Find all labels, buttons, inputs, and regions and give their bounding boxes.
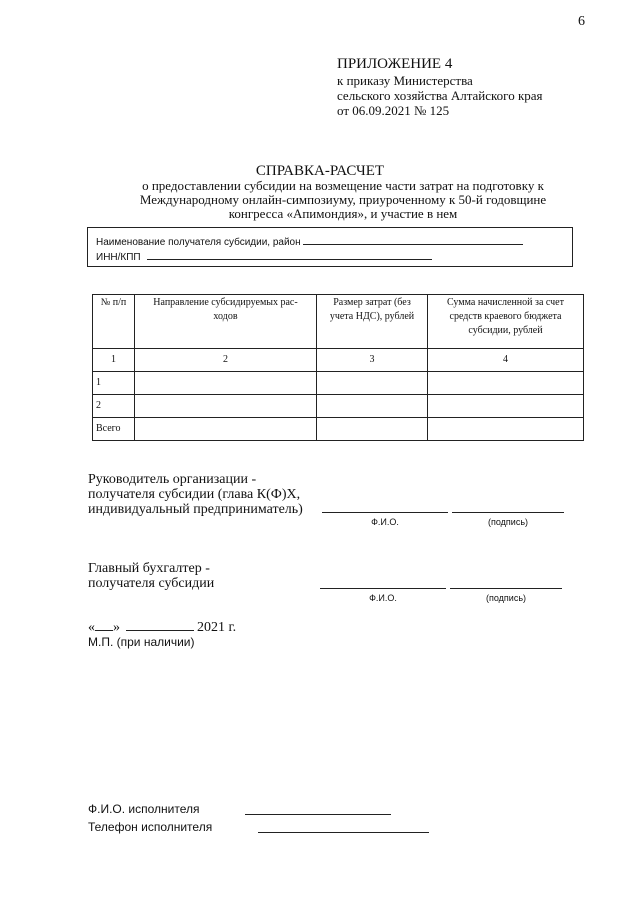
header-direction <box>135 295 317 349</box>
column-number-2: 2 <box>135 349 317 372</box>
head-fio-line[interactable] <box>322 512 448 513</box>
stamp-note: М.П. (при наличии) <box>88 635 195 649</box>
column-number-3: 3 <box>317 349 428 372</box>
document-title: СПРАВКА-РАСЧЕТ <box>255 163 385 179</box>
date-open-quote: « <box>88 620 95 635</box>
executor-phone-label: Телефон исполнителя <box>88 820 213 834</box>
header-number-text: № п/п <box>100 297 127 308</box>
head-line-1: Руководитель организации - <box>88 472 257 487</box>
column-number-row <box>93 349 584 372</box>
row-label: 2 <box>93 395 135 418</box>
accountant-sign-caption: (подпись) <box>485 593 527 603</box>
appendix-line-2: сельского хозяйства Алтайского края <box>337 88 543 103</box>
appendix-line-3: от 06.09.2021 № 125 <box>337 103 450 118</box>
table-row-total <box>93 418 584 441</box>
table-row <box>93 395 584 418</box>
subsidy-cell[interactable] <box>428 372 584 395</box>
head-sign-caption: (подпись) <box>487 517 529 527</box>
recipient-name-label: Наименование получателя субсидии, район <box>96 237 301 248</box>
header-direction-line-1: Направление субсидируемых рас- <box>153 297 298 308</box>
header-direction-line-2: ходов <box>213 311 238 322</box>
recipient-inn-field[interactable] <box>147 250 432 260</box>
appendix-header <box>337 56 607 118</box>
header-subsidy <box>428 295 584 349</box>
recipient-inn-row <box>96 250 432 263</box>
date-line <box>88 618 236 635</box>
header-subsidy-line-2: средств краевого бюджета <box>449 311 562 322</box>
head-fio-caption: Ф.И.О. <box>371 517 399 527</box>
document-subtitle <box>100 179 586 221</box>
date-year: 2021 г. <box>197 620 237 635</box>
header-number <box>93 295 135 349</box>
cost-cell[interactable] <box>317 372 428 395</box>
recipient-inn-label: ИНН/КПП <box>96 252 141 263</box>
direction-cell[interactable] <box>135 372 317 395</box>
direction-cell[interactable] <box>135 418 317 441</box>
accountant-fio-line[interactable] <box>320 588 446 589</box>
header-cost-line-2: учета НДС), рублей <box>329 311 415 322</box>
head-signature-line[interactable] <box>452 512 564 513</box>
recipient-box <box>87 227 573 267</box>
accountant-line-2: получателя субсидии <box>88 576 215 591</box>
page-number: 6 <box>578 14 585 29</box>
header-subsidy-line-1: Сумма начисленной за счет <box>447 297 564 308</box>
subtitle-line-2: Международному онлайн-симпозиуму, приуроченному к 50-й годовщине <box>139 192 547 207</box>
date-close-quote: » <box>113 620 120 635</box>
accountant-fio-caption: Ф.И.О. <box>369 593 397 603</box>
calculation-table <box>92 294 584 441</box>
direction-cell[interactable] <box>135 395 317 418</box>
row-label-total: Всего <box>93 418 135 441</box>
appendix-title: ПРИЛОЖЕНИЕ 4 <box>337 56 453 72</box>
recipient-name-field[interactable] <box>303 235 523 245</box>
date-month-field[interactable] <box>126 618 194 631</box>
column-number-1: 1 <box>93 349 135 372</box>
cost-cell[interactable] <box>317 395 428 418</box>
head-line-3: индивидуальный предприниматель) <box>88 502 303 517</box>
subtitle-line-3: конгресса «Апимондия», и участие в нем <box>228 206 458 221</box>
executor-fio-field[interactable] <box>245 814 391 815</box>
executor-phone-field[interactable] <box>258 832 429 833</box>
accountant-line-1: Главный бухгалтер - <box>88 561 210 576</box>
accountant-signature-line[interactable] <box>450 588 562 589</box>
cost-cell[interactable] <box>317 418 428 441</box>
table-header-row <box>93 295 584 349</box>
accountant-signature-label <box>88 561 328 591</box>
subtitle-line-1: о предоставлении субсидии на возмещение части затрат на подготовку к <box>142 178 544 193</box>
header-cost <box>317 295 428 349</box>
subsidy-cell[interactable] <box>428 418 584 441</box>
column-number-4: 4 <box>428 349 584 372</box>
appendix-line-1: к приказу Министерства <box>337 73 473 88</box>
subsidy-cell[interactable] <box>428 395 584 418</box>
head-signature-label <box>88 472 328 517</box>
table-row <box>93 372 584 395</box>
header-cost-line-1: Размер затрат (без <box>333 297 411 308</box>
executor-fio-label: Ф.И.О. исполнителя <box>88 802 200 816</box>
header-subsidy-line-3: субсидии, рублей <box>468 325 543 336</box>
row-label: 1 <box>93 372 135 395</box>
head-line-2: получателя субсидии (глава К(Ф)Х, <box>88 487 301 502</box>
date-day-field[interactable] <box>95 618 113 631</box>
recipient-name-row <box>96 235 523 248</box>
